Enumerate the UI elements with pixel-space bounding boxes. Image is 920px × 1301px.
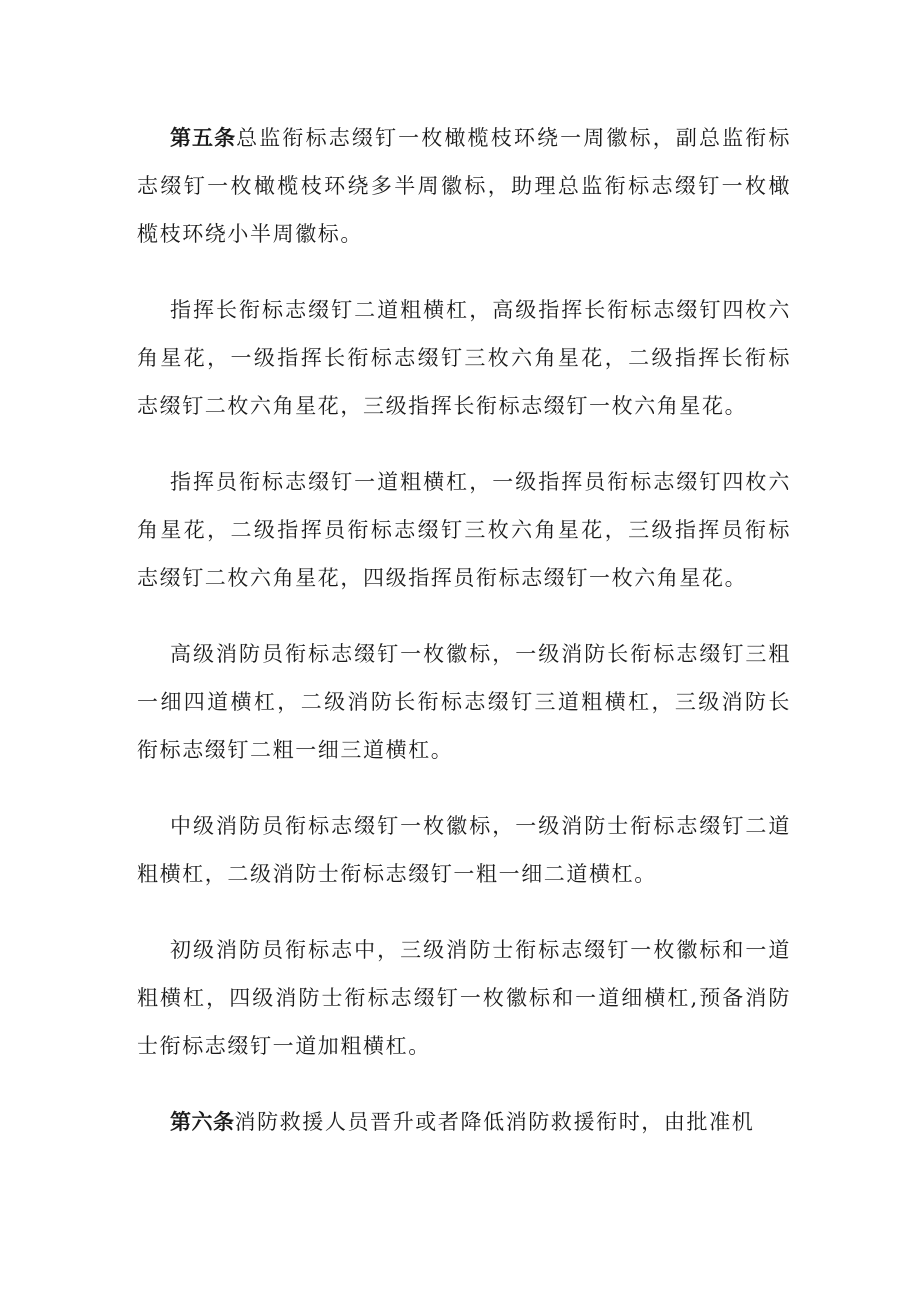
paragraph-text: 消防救援人员晋升或者降低消防救援衔时，由批准机 (234, 1110, 755, 1134)
paragraph-text: 中级消防员衔标志缀钉一枚徽标，一级消防士衔标志缀钉二道粗横杠，二级消防士衔标志缀钉一粗一细二道横杠。 (137, 814, 791, 886)
article-label: 第五条 (170, 125, 237, 150)
intermediate-firefighter-paragraph (137, 802, 791, 898)
commander-rank-paragraph (137, 286, 791, 430)
paragraph-text: 总监衔标志缀钉一枚橄榄枝环绕一周徽标，副总监衔标志缀钉一枚橄榄枝环绕多半周徽标，助理总监衔标志缀钉一枚橄榄枝环绕小半周徽标。 (137, 126, 792, 246)
paragraph-text: 指挥员衔标志缀钉一道粗横杠，一级指挥员衔标志缀钉四枚六角星花，二级指挥员衔标志缀钉三枚六角星花，三级指挥员衔标志缀钉二枚六角星花，四级指挥员衔标志缀钉一枚六角星花。 (137, 470, 791, 590)
senior-firefighter-paragraph (137, 630, 791, 774)
paragraph-text: 初级消防员衔标志中，三级消防士衔标志缀钉一枚徽标和一道粗横杠，四级消防士衔标志缀钉一枚徽标和一道细横杠,预备消防士衔标志缀钉一道加粗横杠。 (137, 938, 791, 1058)
paragraph-text: 高级消防员衔标志缀钉一枚徽标，一级消防长衔标志缀钉三粗一细四道横杠，二级消防长衔标志缀钉三道粗横杠，三级消防长衔标志缀钉二粗一细三道横杠。 (137, 642, 791, 762)
article-6-paragraph (137, 1098, 791, 1146)
junior-firefighter-paragraph (137, 926, 791, 1070)
article-5-paragraph (137, 114, 791, 258)
article-label: 第六条 (170, 1109, 235, 1134)
document-body (137, 114, 791, 1174)
officer-rank-paragraph (137, 458, 791, 602)
paragraph-text: 指挥长衔标志缀钉二道粗横杠，高级指挥长衔标志缀钉四枚六角星花，一级指挥长衔标志缀钉三枚六角星花，二级指挥长衔标志缀钉二枚六角星花，三级指挥长衔标志缀钉一枚六角星花。 (137, 298, 791, 418)
